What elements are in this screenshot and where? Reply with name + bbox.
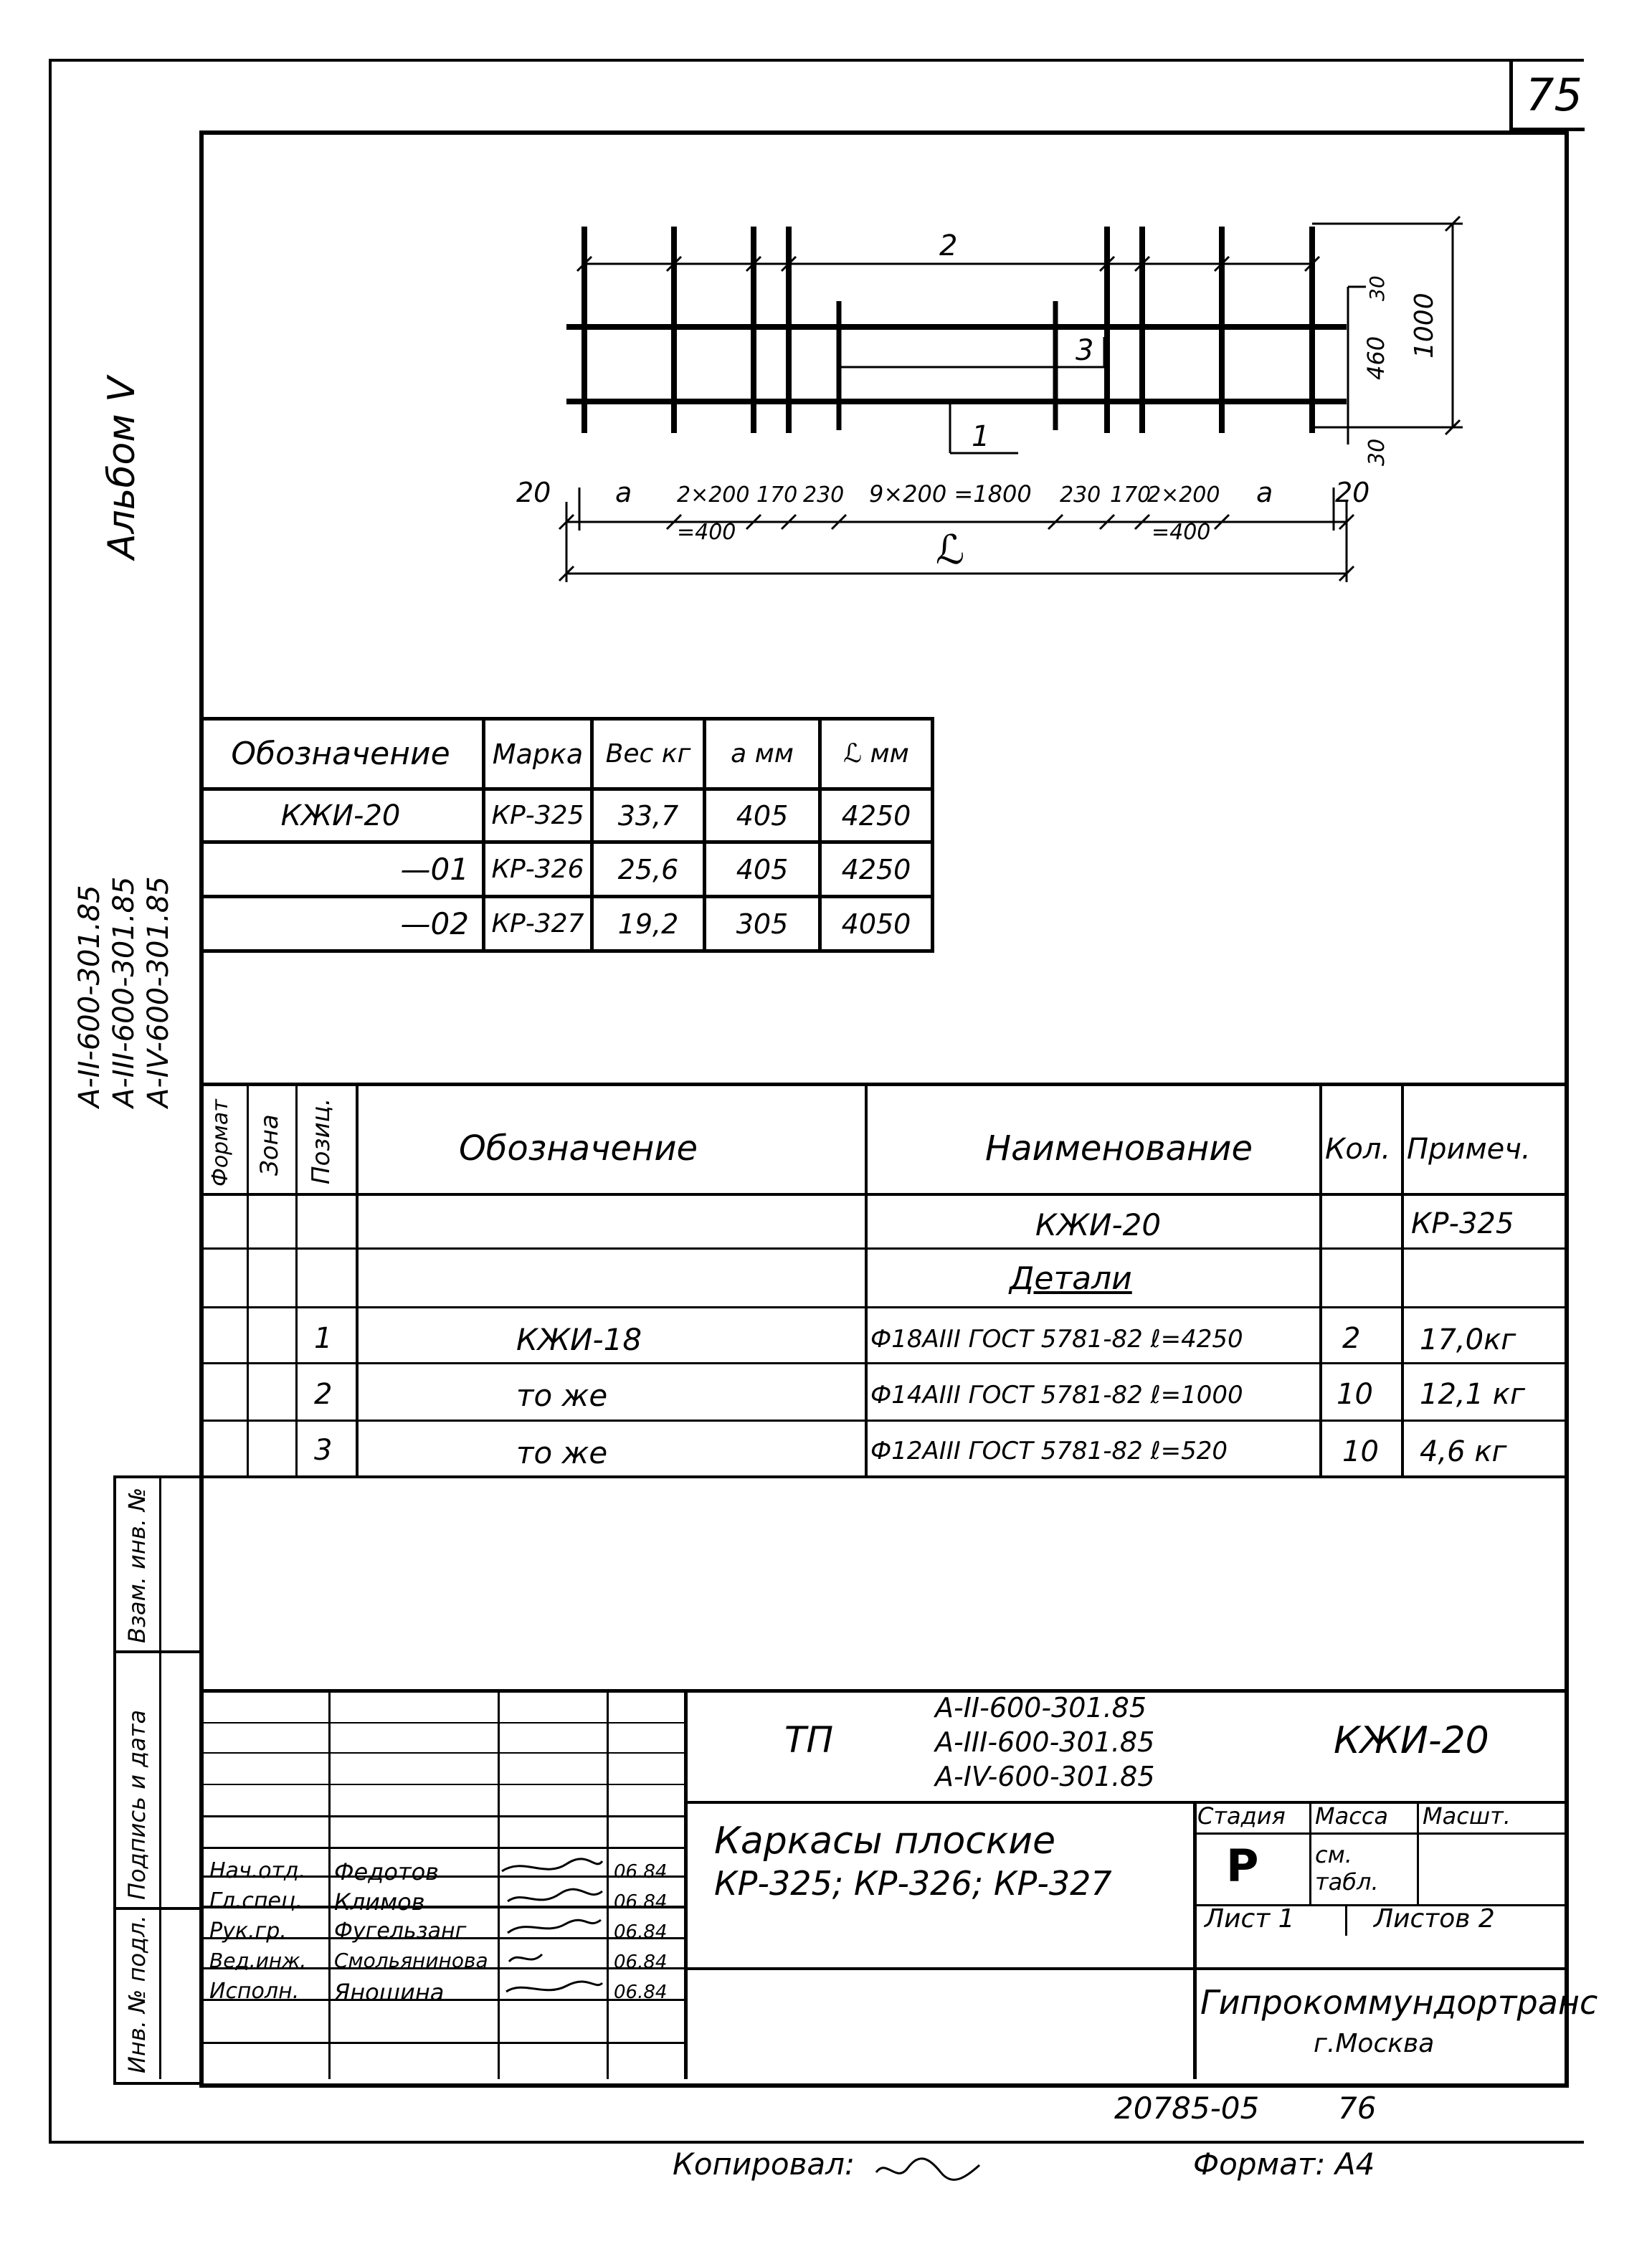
signature-copied-stroke	[876, 2159, 979, 2180]
mark-cell-mark: КР-325	[484, 789, 592, 842]
mark-cell-L: 4250	[820, 789, 933, 842]
spec-row-0-note: КР-325	[1411, 1207, 1514, 1240]
staff-name: Яношина	[334, 1979, 445, 2006]
spec-row-3-pos: 2	[314, 1378, 333, 1411]
spec-header-note: Примеч.	[1407, 1133, 1531, 1166]
title-name-line1: Каркасы плоские	[714, 1820, 1056, 1863]
staff-row-line	[204, 1752, 687, 1754]
dim-a-left-label: а	[615, 477, 632, 508]
mark-header-mark: Марка	[484, 719, 592, 789]
spec-row-3-name: Ф14АIII ГОСТ 5781-82 ℓ=1000	[870, 1381, 1243, 1409]
footer-doc-number: 20785-05	[1114, 2091, 1260, 2126]
dim-230-left-label: 230	[803, 482, 845, 508]
series-code-3: А-IV-600-301.85	[142, 876, 175, 1108]
signature-yanoshina	[506, 1982, 602, 1992]
spec-row-3-designation: то же	[516, 1378, 608, 1413]
spec-row-2-qty: 2	[1342, 1322, 1361, 1355]
side-stamp-podpis: Подпись и дата	[123, 1709, 151, 1900]
side-stamp-row	[113, 1907, 199, 1910]
title-organization: Гипрокоммундортранс	[1200, 1983, 1598, 2022]
spec-header-format: Формат	[208, 1099, 233, 1187]
title-stage-value: Р	[1226, 1840, 1259, 1892]
spec-row-line	[204, 1247, 1567, 1250]
spec-row-2-designation: КЖИ-18	[516, 1322, 642, 1357]
spec-row-3-qty: 10	[1337, 1378, 1373, 1411]
footer-format: Формат: А4	[1193, 2146, 1375, 2182]
staff-date: 06.84	[614, 1891, 668, 1913]
signature-fedotov	[502, 1859, 602, 1871]
signature-fugelzang	[508, 1920, 601, 1933]
mark-table-header	[199, 719, 933, 789]
dim-2x200-right-label: 2×200	[1147, 482, 1220, 508]
title-mass-value: см. табл.	[1315, 1841, 1379, 1896]
title-sheets: Листов 2	[1374, 1904, 1495, 1934]
title-tp: ТП	[784, 1719, 834, 1761]
dim-2x200-left-label: 2×200	[677, 482, 750, 508]
spec-row-4-name: Ф12АIII ГОСТ 5781-82 ℓ=520	[870, 1437, 1228, 1465]
dim-170-right-label: 170	[1110, 482, 1152, 508]
staff-role: Исполн.	[209, 1979, 300, 2004]
dim-30-top-label: 30	[1365, 275, 1389, 301]
staff-row-line	[204, 1847, 687, 1849]
spec-table-header-border	[204, 1193, 1567, 1196]
dim-2-label: 2	[939, 229, 958, 262]
title-sheet: Лист 1	[1205, 1904, 1295, 1934]
dim-1000-label: 1000	[1410, 293, 1439, 358]
spec-row-3-note: 12,1 кг	[1420, 1378, 1525, 1411]
spec-row-0-name: КЖИ-20	[1035, 1207, 1162, 1242]
side-stamp-row	[113, 1650, 199, 1653]
spec-col-line	[295, 1083, 298, 1475]
title-block-top	[204, 1689, 1567, 1693]
side-stamp-col	[159, 1475, 161, 2079]
staff-row-line	[204, 1784, 687, 1785]
spec-col-line	[247, 1083, 249, 1475]
staff-name: Фугельзанг	[334, 1919, 467, 1944]
staff-date: 06.84	[614, 1921, 668, 1943]
mark-cell-L: 4250	[820, 842, 933, 897]
title-col-line	[1309, 1801, 1311, 1904]
spec-row-2-pos: 1	[314, 1322, 333, 1355]
mark-cell-weight: 33,7	[592, 789, 705, 842]
mark-cell-weight: 25,6	[592, 842, 705, 897]
footer-copied-by: Копировал:	[673, 2146, 855, 2182]
mark-table-row	[199, 842, 933, 897]
title-mass-header: Масса	[1315, 1802, 1389, 1830]
signature-copied	[872, 2144, 987, 2194]
mark-cell-a: 305	[705, 897, 820, 951]
staff-row-line	[204, 1722, 687, 1724]
title-code-3: А-IV-600-301.85	[935, 1761, 1155, 1792]
spec-row-4-note: 4,6 кг	[1420, 1435, 1507, 1468]
dim-3-label: 3	[1076, 334, 1094, 367]
staff-name: Смольянинова	[334, 1949, 488, 1972]
staff-role: Вед.инж.	[209, 1949, 307, 1972]
spec-row-4-pos: 3	[314, 1434, 333, 1467]
spec-header-designation: Обозначение	[459, 1128, 698, 1169]
spec-row-2-note: 17,0кг	[1420, 1323, 1516, 1356]
dim-30-bottom-label: 30	[1364, 438, 1390, 466]
title-scale-header: Масшт.	[1423, 1802, 1511, 1830]
title-designation: КЖИ-20	[1334, 1719, 1489, 1762]
dim-230-right-label: 230	[1060, 482, 1101, 508]
mark-cell-a: 405	[705, 842, 820, 897]
spec-row-line	[204, 1362, 1567, 1364]
spec-row-1-name: Детали	[1010, 1260, 1132, 1297]
mark-cell-mark: КР-327	[484, 897, 592, 951]
dim-L-label: ℒ	[936, 527, 965, 574]
staff-role: Нач.отд.	[209, 1858, 306, 1883]
title-code-2: А-III-600-301.85	[935, 1726, 1155, 1758]
spec-row-4-qty: 10	[1342, 1435, 1379, 1468]
spec-col-line	[865, 1083, 868, 1475]
staff-row-line	[204, 1815, 687, 1817]
mark-table	[199, 717, 934, 953]
album-label: Альбом V	[100, 376, 143, 559]
mark-cell-designation: —02	[199, 897, 484, 951]
staff-col-line	[684, 1689, 688, 2079]
staff-role: Гл.спец.	[209, 1888, 303, 1913]
mark-table-row	[199, 897, 933, 951]
mark-header-a: а мм	[705, 719, 820, 789]
title-row-line	[1193, 1832, 1567, 1835]
mark-cell-designation: КЖИ-20	[199, 789, 484, 842]
footer-page-ref: 76	[1338, 2091, 1377, 2126]
spec-table-bottom-border	[204, 1475, 1567, 1478]
mark-cell-weight: 19,2	[592, 897, 705, 951]
title-col-line	[1193, 1801, 1197, 2079]
mark-cell-L: 4050	[820, 897, 933, 951]
dim-a-right-label: а	[1256, 477, 1273, 508]
staff-name: Климов	[334, 1888, 425, 1916]
signatures	[495, 1850, 617, 2000]
mark-cell-a: 405	[705, 789, 820, 842]
mark-cell-mark: КР-326	[484, 842, 592, 897]
mark-header-designation: Обозначение	[199, 719, 484, 789]
series-code-2: А-III-600-301.85	[108, 876, 141, 1108]
title-col-line	[1345, 1904, 1347, 1936]
signature-smolyaninova	[509, 1954, 542, 1962]
staff-date: 06.84	[614, 1982, 668, 2003]
title-stage-header: Стадия	[1197, 1802, 1286, 1830]
spec-header-position: Позиц.	[307, 1098, 336, 1184]
series-code-1: А-II-600-301.85	[73, 885, 106, 1108]
dim-9x200-label: 9×200 =1800	[869, 480, 1032, 508]
cage-drawing	[0, 0, 1652, 617]
staff-role: Рук.гр.	[209, 1919, 287, 1944]
side-stamp-inv-vzam: Взам. инв. №	[123, 1487, 151, 1643]
spec-header-zone: Зона	[255, 1114, 284, 1176]
spec-col-line	[1401, 1083, 1404, 1475]
signature-klimov	[508, 1889, 602, 1901]
spec-table-top-border	[199, 1083, 1567, 1086]
spec-row-line	[204, 1306, 1567, 1308]
title-col-line	[1417, 1801, 1419, 1904]
mark-table-row	[199, 789, 933, 842]
page-number: 75	[1526, 69, 1582, 121]
title-city: г.Москва	[1314, 2029, 1435, 2058]
dim-400-left-label: =400	[677, 520, 736, 545]
dim-20-right-label: 20	[1335, 477, 1370, 508]
staff-date: 06.84	[614, 1951, 668, 1973]
side-stamp-inv-podl: Инв. № подл.	[123, 1915, 151, 2073]
title-row-line	[687, 1967, 1567, 1970]
title-name-line2: КР-325; КР-326; КР-327	[714, 1864, 1112, 1903]
dim-20-left-label: 20	[516, 477, 551, 508]
staff-name: Федотов	[334, 1858, 440, 1886]
spec-row-2-name: Ф18АIII ГОСТ 5781-82 ℓ=4250	[870, 1325, 1243, 1354]
dim-400-right-label: =400	[1152, 520, 1211, 545]
spec-col-line	[356, 1083, 359, 1475]
title-code-1: А-II-600-301.85	[935, 1692, 1147, 1724]
staff-col-line	[328, 1689, 331, 2079]
spec-row-line	[204, 1420, 1567, 1422]
dim-170-left-label: 170	[756, 482, 798, 508]
dim-460-label: 460	[1362, 336, 1390, 380]
spec-header-qty: Кол.	[1325, 1133, 1391, 1166]
mark-header-weight: Вес кг	[592, 719, 705, 789]
staff-row-line	[204, 2042, 687, 2044]
spec-col-line	[1319, 1083, 1322, 1475]
staff-date: 06.84	[614, 1861, 668, 1883]
spec-row-4-designation: то же	[516, 1435, 608, 1470]
mark-header-L: ℒ мм	[820, 719, 933, 789]
spec-header-name: Наименование	[985, 1128, 1253, 1169]
cross-bars-short	[839, 301, 1055, 430]
mark-cell-designation: —01	[199, 842, 484, 897]
dim-1-label: 1	[972, 420, 990, 453]
